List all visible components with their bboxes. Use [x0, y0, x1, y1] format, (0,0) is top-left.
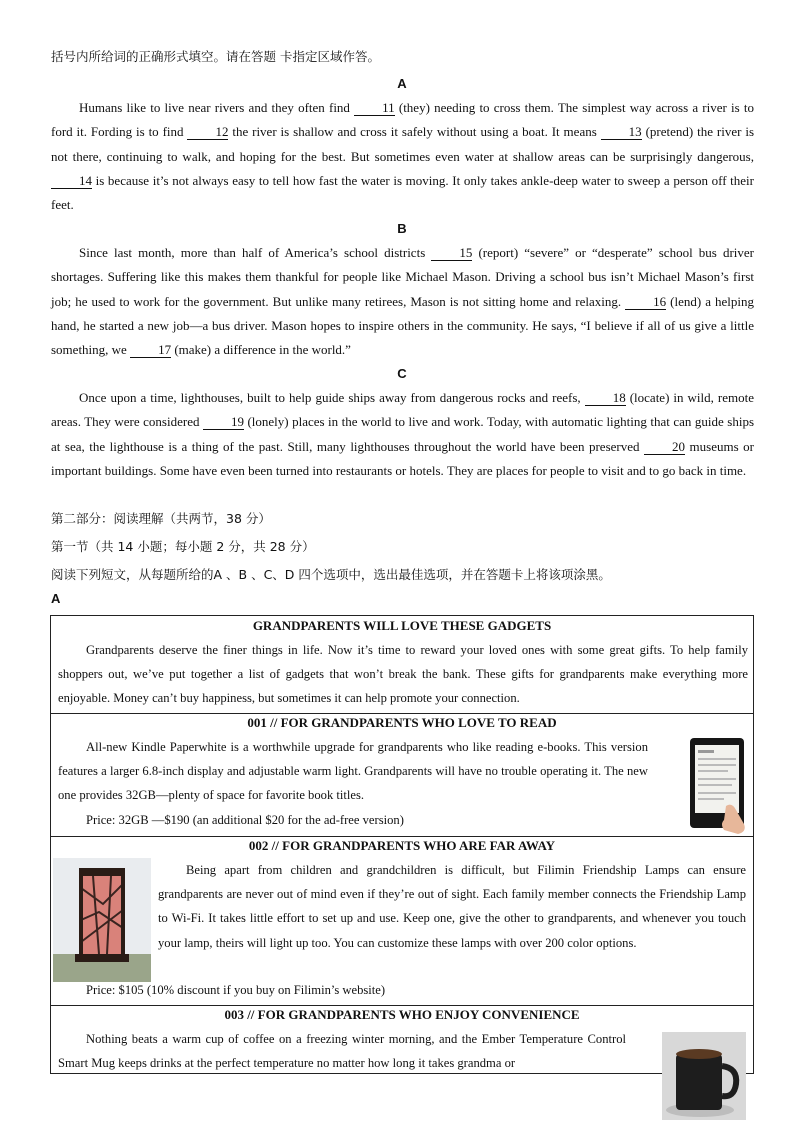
passage-text: museums or important buildings. Some have even been turned into restaurants or hotels. They are places for people to visit and to go back in time. — [51, 438, 755, 478]
section1-heading: 第一节（共 14 小题；每小题 2 分，共 28 分） — [51, 539, 315, 554]
reading-instruction: 阅读下列短文，从每题所给的A 、B 、C、D 四个选项中，选出最佳选项，并在答题卡上将该项涂黑。 — [51, 567, 611, 582]
blank-11[interactable]: 11 — [354, 101, 395, 116]
blank-20[interactable]: 20 — [644, 440, 685, 455]
cloze-label-c: C — [397, 366, 407, 381]
passage-text: (report) “severe” or “desperate” school bus driver shortages. Suffering like this makes them thankful for people like Michael Mason. Driving a school bus isn’t Michael Mason’s first job; he used to work for the government. But unlike many retirees, Mason is not sitting home and relaxing. — [51, 245, 754, 309]
item-003-heading: 003 // FOR GRANDPARENTS WHO ENJOY CONVENIENCE — [224, 1007, 580, 1022]
blank-18[interactable]: 18 — [585, 391, 626, 406]
intro-instruction: 括号内所给词的正确形式填空。请在答题 卡指定区域作答。 — [51, 49, 380, 64]
passage-label: A — [51, 591, 61, 606]
cloze-passage-a — [51, 96, 754, 217]
cloze-passage-b — [51, 241, 754, 362]
item-body-text: Being apart from children and grandchildren is difficult, but Filimin Friendship Lamps can ensure grandparents are never out of mind even if they’re out of sight. Each family member connects the Friendship Lamp to Wi-Fi. It takes little effort to set up and use. Keep one, give the other to grandparents, and whenever you touch your lamp, theirs will light up too. You can customize these lamps with over 200 color options. — [158, 863, 746, 950]
mug-image — [662, 1032, 746, 1120]
passage-text: (pretend) the river is not there, continuing to walk, and hoping for the best. But sometimes even water at shallow areas can be surprisingly dangerous, — [51, 124, 755, 164]
passage-text: Once upon a time, lighthouses, built to help guide ships away from dangerous rocks and reefs, — [79, 390, 585, 405]
item-body-text: All-new Kindle Paperwhite is a worthwhile upgrade for grandparents who like reading e-books. This version features a larger 6.8-inch display and adjustable warm light. Grandparents will have no trouble operating it. The new one provides 32GB—plenty of space for favorite book titles. — [58, 740, 648, 803]
part2-heading: 第二部分：阅读理解（共两节，38 分） — [51, 511, 271, 526]
passage-text: (lonely) places in the world to live and work. Today, with automatic lighting that can guide ships at sea, the lighthouse is a thing of the past. Still, many lighthouses throughout the world have been preserved — [51, 414, 754, 454]
passage-text: Since last month, more than half of America’s school districts — [79, 245, 432, 260]
item-price: Price: $105 (10% discount if you buy on Filimin’s website) — [86, 983, 386, 997]
passage-text: (lend) a helping hand, he started a new job—a bus driver. Mason hopes to inspire others in the community. He says, “I believe if all of us give a little something, we — [51, 293, 754, 358]
blank-17[interactable]: 17 — [130, 343, 171, 358]
passage-text: (locate) in wild, remote areas. They were considered — [51, 390, 755, 430]
item-001-heading: 001 // FOR GRANDPARENTS WHO LOVE TO READ — [247, 715, 557, 730]
item-002-price-wrap — [58, 978, 748, 1002]
item-002-heading: 002 // FOR GRANDPARENTS WHO ARE FAR AWAY — [248, 838, 556, 853]
item-price: Price: 32GB —$190 (an additional $20 for the ad-free version) — [86, 812, 404, 827]
cloze-label-b: B — [397, 221, 407, 236]
gadgets-title: GRANDPARENTS WILL LOVE THESE GADGETS — [252, 618, 552, 633]
e-reader-image — [686, 736, 754, 836]
item-001-body — [58, 735, 648, 832]
passage-text: is because it’s not always easy to tell how fast the water is moving. It only takes ankle-deep water to sweep a person off their feet. — [51, 172, 754, 213]
intro-text: Grandparents deserve the finer things in life. Now it’s time to reward your loved ones with some great gifts. To help family shoppers out, we’ve put together a list of gadgets that won’t break the bank. These gifts for grandparents make everything more enjoyable. Money can’t buy happiness, but sometimes it can help promote your connection. — [58, 643, 748, 706]
passage-text: (make) a difference in the world.” — [171, 342, 351, 358]
passage-text: the river is shallow and cross it safely without using a boat. It means — [228, 124, 601, 140]
blank-13[interactable]: 13 — [601, 125, 642, 140]
blank-15[interactable]: 15 — [431, 246, 472, 261]
cloze-passage-c — [51, 386, 754, 483]
passage-text: (they) needing to cross them. The simplest way across a river is to ford it. Fording is to find — [51, 100, 754, 140]
item-002-body — [158, 858, 746, 955]
blank-16[interactable]: 16 — [625, 295, 666, 310]
blank-19[interactable]: 19 — [203, 415, 244, 430]
blank-14[interactable]: 14 — [51, 174, 92, 189]
item-003-body — [58, 1027, 626, 1075]
lamp-image — [53, 858, 151, 982]
passage-text: Humans like to live near rivers and they often find — [79, 100, 355, 115]
cloze-label-a: A — [397, 76, 407, 91]
gadgets-intro — [58, 638, 748, 711]
item-body-text: Nothing beats a warm cup of coffee on a freezing winter morning, and the Ember Temperature Control Smart Mug keeps drinks at the perfect temperature no matter how long it takes grandma or — [58, 1032, 626, 1071]
blank-12[interactable]: 12 — [187, 125, 228, 140]
gadgets-table — [50, 615, 754, 1074]
